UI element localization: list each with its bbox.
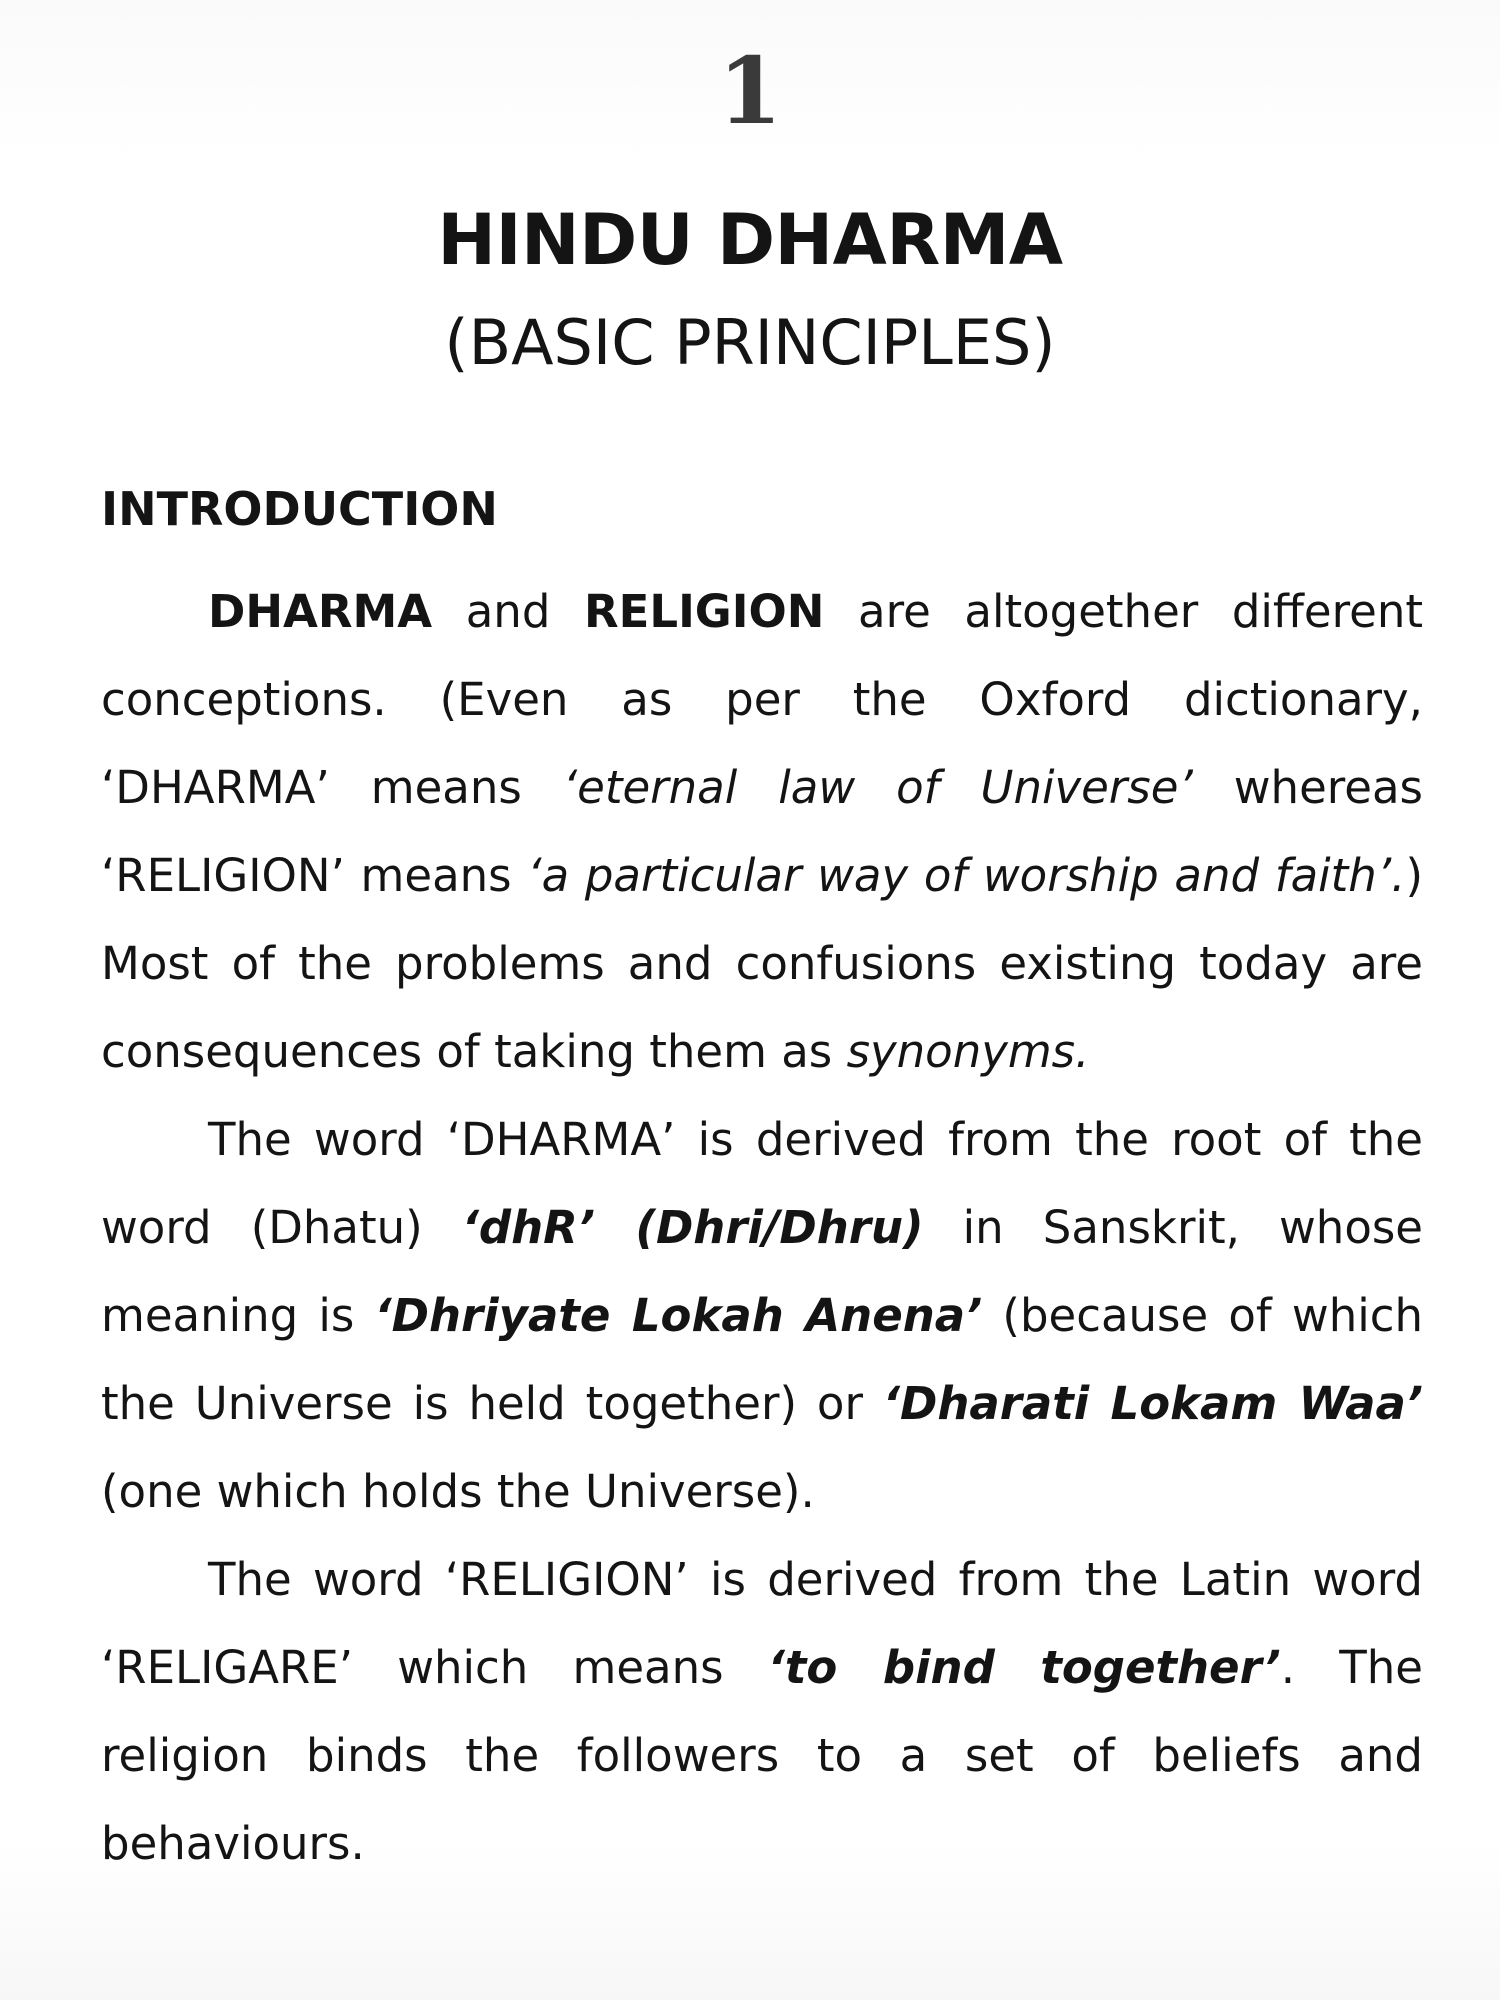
paragraph-dharma-etymology [101, 1096, 1423, 1536]
text-span: The word ‘DHARMA’ is derived from the root of the word (Dhatu) [101, 1113, 1423, 1254]
text-span: The word ‘RELIGION’ is derived from the Latin word ‘RELIGARE’ which means [101, 1553, 1423, 1694]
text-span: and [432, 585, 584, 638]
phrase-dharati: ‘Dharati Lokam Waa’ [882, 1377, 1423, 1430]
paragraph-dharma-religion [101, 568, 1423, 1096]
text-span: are altogether different conceptions. (Even as per the Oxford dictionary, ‘DHARMA’ means [101, 585, 1423, 814]
text-span: in Sanskrit, whose meaning is [101, 1201, 1423, 1342]
text-span: . The religion binds the followers to a set of beliefs and behaviours. [101, 1641, 1423, 1870]
term-synonyms: synonyms. [846, 1025, 1090, 1078]
text-span: (one which holds the Universe). [101, 1465, 815, 1518]
phrase-bind-together: ‘to bind together’ [767, 1641, 1281, 1694]
term-religion: RELIGION [584, 585, 825, 638]
chapter-number: 1 [717, 37, 782, 145]
section-heading: INTRODUCTION [101, 482, 498, 536]
text-span: ) Most of the problems and confusions existing today are consequences of taking them as [101, 849, 1423, 1078]
text-span: (because of which the Universe is held together) or [101, 1289, 1424, 1430]
chapter-title: HINDU DHARMA [437, 199, 1063, 281]
definition-dharma: ‘eternal law of Universe’ [562, 761, 1193, 814]
definition-religion: ‘a particular way of worship and faith’. [527, 849, 1406, 902]
paragraph-religion-etymology [101, 1536, 1423, 1888]
phrase-dhriyate: ‘Dhriyate Lokah Anena’ [374, 1289, 983, 1342]
text-span: whereas ‘RELIGION’ means [101, 761, 1423, 902]
chapter-subtitle: (BASIC PRINCIPLES) [444, 306, 1056, 379]
body-text [101, 568, 1423, 1888]
root-dhr: ‘dhR’ (Dhri/Dhru) [461, 1201, 924, 1254]
term-dharma: DHARMA [208, 585, 433, 638]
